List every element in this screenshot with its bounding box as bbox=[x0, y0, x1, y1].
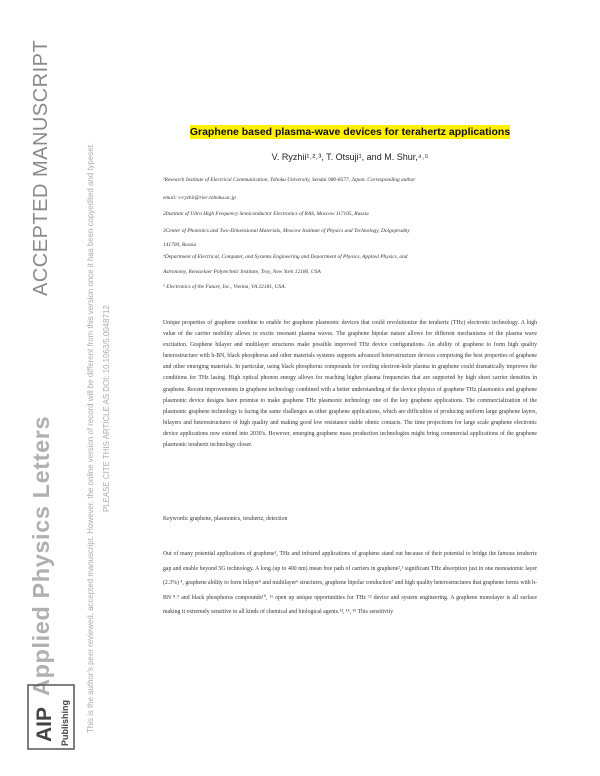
journal-name: Applied Physics Letters bbox=[28, 415, 54, 696]
doi-citation-notice: PLEASE CITE THIS ARTICLE AS DOI: 10.1063/5.0048712 bbox=[102, 305, 111, 512]
affiliation: ¹Research Institute of Electrical Communication, Tohoku University, Sendai 980-8577, Japan. Corresponding author bbox=[163, 177, 416, 183]
abstract: Unique properties of graphene combine to enable for graphene plasmonic devices that could revolutionize the terahertz (THz) electronic technology. A high value of the carrier mobility allows to excite resonant plasma waves. The graphene bipolar nature allows for different mechanisms of the plasma wave excitation. Graphene bilayer and multilayer structures make possible improved THz device configurations. An ability of graphene to form high quality heterostructure with h-BN, black phosphorus and other materials systems supports advanced heterostructure devices comprising the best properties of graphene and other emerging materials. In particular, using black phosphorus compounds for cooling electron-hole plasma in graphene could dramatically improves the conditions for THz lasing. High optical phonon energy allows for reaching higher plasma frequencies that are supported by high sheet carrier densities in graphene. Recent improvements in graphene technology combined with a better understanding of the device physics of graphene THz plasmonics and graphene plasmonic device designs have promise to make graphene THz plasmonic technology one of the key graphene applications. The commercialization of the plasmonic graphene technology is facing the same challenges as other graphene applications, which are difficulties of producing uniform large graphene layers, bilayers and heterostructures of high quality and making good low resistance stable ohmic contacts. The time projections for large scale graphene electronic device applications now extend into 2030's. However, emerging graphene mass production technologies might bring commercial applications of the graphene plasmonic terahertz technology closer. bbox=[163, 320, 537, 449]
keywords: Keywords: graphene, plasmonics, terahertz, detection bbox=[163, 516, 288, 522]
affiliation: ⁵ Electronics of the Future, Inc., Vienna, VA 22181, USA. bbox=[163, 284, 286, 290]
body-paragraph: Out of many potential applications of graphene¹, THz and infrared applications of graphene stand out because of their potential to bridge the famous terahertz gap and enable beyond 5G technology. A long (up to 400 nm) mean free path of carriers in graphene²,³ significant THz absorption just in one monoatomic layer (2.3%) ⁴, graphene ability to form bilayer⁵ and multilayer⁶ structures, graphene bipolar conduction⁷ and high quality heterostructures that graphene forms with h-BN ⁸˒⁹ and black phosphorus compounds¹⁰, ¹¹ open up unique opportunities for THz ¹² device and system engineering. A graphene monolayer is all surface making it extremely sensitive to all kinds of chemical and biological agents.¹³, ¹⁴, ¹⁵ This sensitivity bbox=[163, 551, 537, 616]
logo-sub-text: Publishing bbox=[60, 700, 70, 746]
paper-title-text: Graphene based plasma-wave devices for terahertz applications bbox=[189, 126, 511, 138]
affiliation: 3Center of Photonics and Two-Dimensional Materials, Moscow Institute of Physics and Technology, Dolgoprudny bbox=[163, 228, 410, 234]
affiliation-email: email: v-ryzhii@riec.tohoku.ac.jp bbox=[163, 195, 236, 201]
logo-main-text: AIP bbox=[33, 706, 56, 742]
affiliation: ⁴Department of Electrical, Computer, and Systems Engineering and Department of Physics, Applied Physics, and bbox=[163, 254, 408, 260]
affiliation: 141700, Russia bbox=[163, 242, 197, 248]
paper-authors: V. Ryzhii¹˒²˒³, T. Otsuji¹, and M. Shur,⁴˒⁵ bbox=[271, 152, 429, 162]
affiliation: Astronomy, Rensselaer Polytechnic Institute, Troy, New York 12180, USA bbox=[163, 269, 321, 275]
aip-publishing-logo bbox=[27, 684, 75, 750]
version-notice: This is the author's peer reviewed, accepted manuscript. However, the online version of record will be different from this version once it has been copyedited and typeset. bbox=[86, 143, 95, 733]
affiliation: 2Institute of Ultra High Frequency Semiconductor Electronics of RAS, Moscow 117105, Russia bbox=[163, 211, 369, 217]
accepted-manuscript-label: ACCEPTED MANUSCRIPT bbox=[30, 39, 52, 296]
paper-title bbox=[150, 126, 550, 138]
